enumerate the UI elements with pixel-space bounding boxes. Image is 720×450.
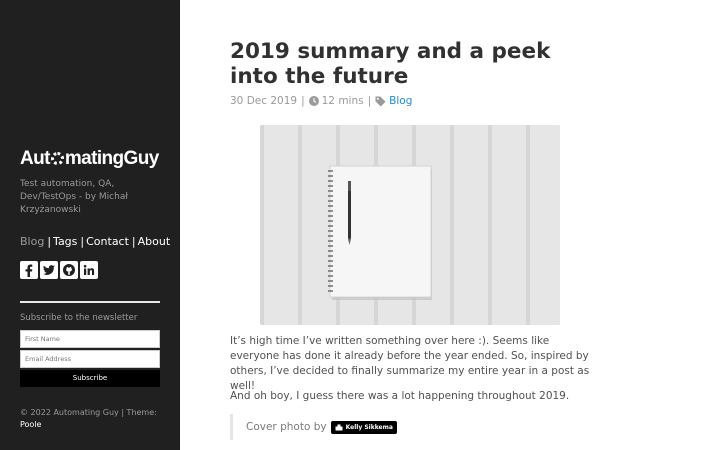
- photographer-name: Kelly Sikkema: [345, 423, 393, 431]
- twitter-icon[interactable]: [40, 261, 58, 279]
- nav-separator: |: [47, 235, 52, 248]
- category-link[interactable]: Blog: [389, 95, 413, 107]
- social-links: [20, 261, 98, 279]
- nav-blog-link[interactable]: Blog: [20, 235, 45, 248]
- post-paragraph-1: It’s high time I’ve written something over here :). Seems like everyone has done it already before the year ended. So, inspired by others, I’ve decided to finally summarize my entire year in a post as well!: [230, 335, 590, 392]
- logo-text-start: Aut: [20, 148, 50, 169]
- post-meta: [230, 95, 412, 107]
- post-date: 30 Dec 2019: [230, 95, 298, 107]
- camera-icon: [335, 424, 343, 431]
- newsletter-title: Subscribe to the newsletter: [20, 313, 138, 323]
- logo-text-end: matingGuy: [64, 148, 159, 169]
- cover-credit: [230, 414, 397, 440]
- copyright-text: © 2022 Automating Guy | Theme:: [20, 408, 157, 417]
- nav-contact-link[interactable]: Contact: [86, 235, 129, 248]
- nav-tags-link[interactable]: Tags: [53, 235, 78, 248]
- gear-icon: [51, 152, 64, 165]
- github-icon[interactable]: [60, 261, 78, 279]
- meta-separator: |: [301, 95, 305, 107]
- cover-photo: [260, 125, 560, 325]
- clock-icon: [309, 96, 319, 106]
- post-paragraph-2: And oh boy, I guess there was a lot happening throughout 2019.: [230, 390, 570, 402]
- meta-separator: |: [367, 95, 372, 107]
- sidebar: [0, 0, 180, 450]
- photographer-badge[interactable]: [331, 421, 397, 434]
- sidebar-divider: [20, 301, 160, 303]
- sidebar-nav: [20, 235, 170, 248]
- nav-separator: |: [131, 235, 136, 248]
- first-name-input[interactable]: [20, 330, 160, 348]
- post-title: 2019 summary and a peek into the future: [230, 39, 551, 89]
- copyright: [20, 407, 170, 431]
- site-tagline: Test automation, QA, Dev/TestOps - by Michał Krzyżanowski: [20, 179, 128, 215]
- nav-about-link[interactable]: About: [137, 235, 171, 248]
- site-logo[interactable]: [20, 148, 159, 170]
- tag-icon: [375, 96, 386, 107]
- cover-credit-text: Cover photo by: [246, 421, 327, 433]
- facebook-icon[interactable]: [20, 261, 38, 279]
- subscribe-button[interactable]: Subscribe: [20, 370, 160, 387]
- email-input[interactable]: [20, 350, 160, 368]
- nav-separator: |: [80, 235, 85, 248]
- theme-link[interactable]: Poole: [20, 420, 42, 429]
- linkedin-icon[interactable]: [80, 261, 98, 279]
- read-time: 12 mins: [321, 95, 364, 107]
